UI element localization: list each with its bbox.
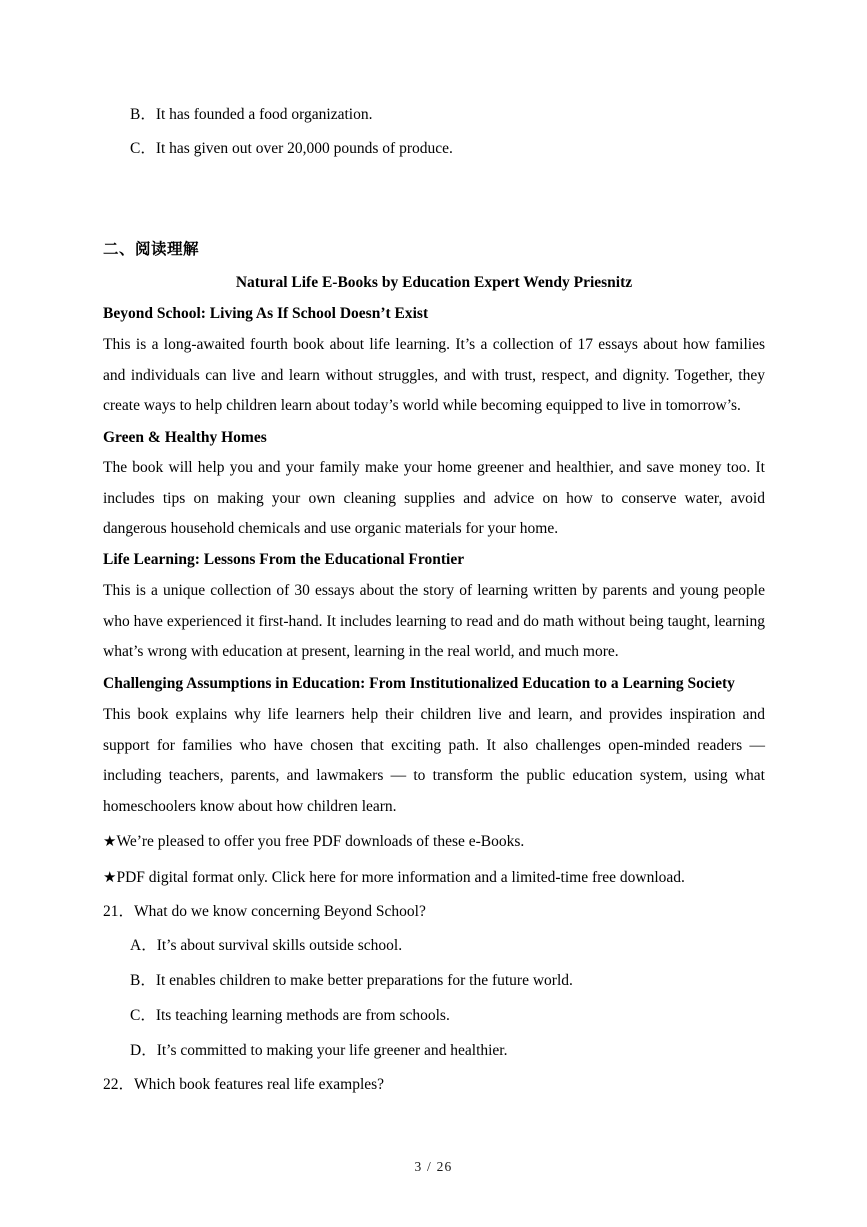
book-heading-3 (103, 552, 765, 568)
question-21-option-b-text: B．It enables children to make better preparations for the future world. (130, 972, 573, 989)
option-line (130, 141, 765, 179)
option-c-previous: C．It has given out over 20,000 pounds of produce. (130, 140, 453, 157)
question-21-option-c-text: C．Its teaching learning methods are from schools. (130, 1007, 450, 1024)
note-line-1 (103, 834, 765, 850)
section-heading-reading (103, 242, 765, 258)
question-21-option-a[interactable] (130, 938, 765, 976)
question-21-option-c[interactable] (130, 1008, 765, 1046)
section-heading-text: 二、阅读理解 (103, 241, 200, 258)
option-line (130, 107, 765, 145)
note-2-text: PDF digital format only. Click here for more information and a limited-time free download. (116, 869, 685, 886)
book-body-2-text: The book will help you and your family make your home greener and healthier, and save money too. It includes tips on making your own cleaning supplies and advice on how to conserve water, avoid dangerous household chemicals and use organic materials for your home. (103, 459, 765, 537)
passage-title (103, 275, 765, 291)
book-heading-2-text: Green & Healthy Homes (103, 429, 267, 446)
passage-title-text: Natural Life E-Books by Education Expert Wendy Priesnitz (235, 274, 633, 291)
note-line-2 (103, 870, 765, 886)
question-21-option-d[interactable] (130, 1043, 765, 1081)
question-21-option-a-text: A．It’s about survival skills outside school. (130, 937, 403, 954)
book-heading-4-text: Challenging Assumptions in Education: From Institutionalized Education to a Learning Society (103, 675, 735, 692)
book-body-4 (103, 700, 765, 822)
note-2-row (103, 870, 765, 886)
book-heading-4 (103, 676, 765, 692)
question-22-stem: 22．Which book features real life examples? (103, 1076, 385, 1093)
question-21-stem: 21．What do we know concerning Beyond School? (103, 903, 426, 920)
book-body-1 (103, 330, 765, 422)
question-21-option-d-text: D．It’s committed to making your life greener and healthier. (130, 1042, 508, 1059)
question-21 (103, 904, 765, 942)
book-body-3 (103, 576, 765, 668)
option-b-previous: B．It has founded a food organization. (130, 106, 373, 123)
page-number: 3 / 26 (414, 1159, 453, 1174)
book-body-1-text: This is a long-awaited fourth book about life learning. It’s a collection of 17 essays about how families and individuals can live and learn without struggles, and with trust, respect, and dignity. Together, they create ways to help children learn about today’s world while becoming equipped to live in tomorrow’s. (103, 336, 765, 414)
page-footer (0, 1160, 867, 1174)
book-body-4-text: This book explains why life learners help their children live and learn, and provides inspiration and support for families who have chosen that exciting path. It also challenges open-minded readers — including teachers, parents, and lawmakers — to transform the public education system, using what homeschoolers know about how children learn. (103, 706, 765, 815)
book-heading-2 (103, 430, 765, 446)
note-1-text: We’re pleased to offer you free PDF downloads of these e-Books. (116, 833, 525, 850)
question-21-option-b[interactable] (130, 973, 765, 1011)
book-body-2 (103, 453, 765, 545)
book-heading-3-text: Life Learning: Lessons From the Educational Frontier (103, 551, 465, 568)
book-body-3-text: This is a unique collection of 30 essays about the story of learning written by parents and young people who have experienced it first-hand. It includes learning to read and do math without being taught, learning what’s wrong with education at present, learning in the real world, and much more. (103, 582, 765, 660)
star-icon: ★ (103, 834, 117, 850)
book-heading-1-text: Beyond School: Living As If School Doesn’t Exist (103, 305, 429, 322)
note-1-row (103, 834, 765, 850)
book-heading-1 (103, 306, 765, 322)
question-22 (103, 1077, 765, 1115)
star-icon: ★ (103, 870, 117, 886)
